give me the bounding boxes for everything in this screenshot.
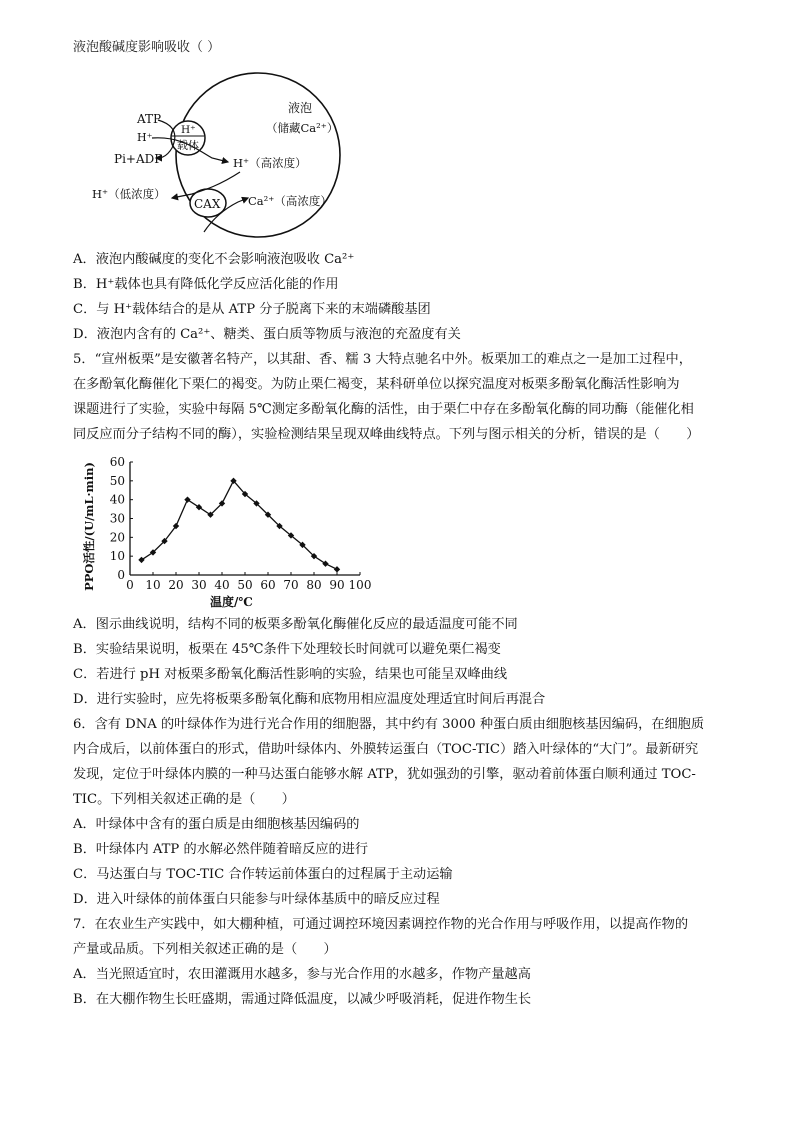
carrier-h-label: H⁺ (181, 124, 196, 136)
q6-option-b: B．叶绿体内 ATP 的水解必然伴随着暗反应的进行 (73, 842, 369, 857)
q6-stem-line-2: 内合成后，以前体蛋白的形式，借助叶绿体内、外膜转运蛋白（TOC-TIC）踏入叶绿体的“大门”。最新研究 (73, 742, 699, 757)
x-tick-label: 40 (214, 578, 230, 592)
x-tick-label: 10 (145, 578, 161, 592)
x-tick-label: 20 (168, 578, 184, 592)
q6-option-a: A．叶绿体中含有的蛋白质是由细胞核基因编码的 (73, 817, 360, 832)
y-tick-label: 30 (109, 511, 125, 526)
x-tick-label: 70 (283, 578, 299, 592)
q5-option-a: A．图示曲线说明，结构不同的板栗多酚氧化酶催化反应的最适温度可能不同 (73, 617, 518, 632)
ppo-activity-chart (75, 450, 385, 610)
cut-off-text: 液泡酸碱度影响吸收（ ） (73, 40, 221, 55)
y-tick-label: 50 (109, 473, 125, 488)
q6-stem-line-3: 发现，定位于叶绿体内膜的一种马达蛋白能够水解 ATP，犹如强劲的引擎，驱动着前体蛋白顺利通过 TOC- (73, 767, 696, 782)
q4-option-b: B．H⁺载体也具有降低化学反应活化能的作用 (73, 277, 339, 292)
q6-option-c: C．马达蛋白与 TOC-TIC 合作转运前体蛋白的过程属于主动运输 (73, 867, 453, 882)
cax-label: CAX (194, 197, 221, 211)
q5-stem-line-2: 在多酚氧化酶催化下栗仁的褐变。为防止栗仁褐变，某科研单位以探究温度对板栗多酚氧化酶活性影响为 (73, 377, 680, 392)
ca-high-label: Ca²⁺（高浓度） (248, 194, 332, 208)
h-high-label: H⁺（高浓度） (233, 156, 307, 170)
x-tick-label: 80 (306, 578, 322, 592)
cut-off-question-line (73, 40, 278, 57)
x-tick-label: 100 (348, 578, 372, 592)
x-tick-label: 60 (260, 578, 276, 592)
q5-stem-line-4: 同反应而分子结构不同的酶），实验检测结果呈现双峰曲线特点。下列与图示相关的分析，错误的是（ ） (73, 427, 700, 442)
q6-stem-line-4: TIC。下列相关叙述正确的是（ ） (73, 792, 295, 807)
q5-option-b: B．实验结果说明，板栗在 45℃条件下处理较长时间就可以避免栗仁褐变 (73, 642, 501, 657)
x-axis-label: 温度/℃ (210, 595, 253, 609)
x-tick-label: 30 (191, 578, 207, 592)
pi-adp-label: Pi+ADP (114, 152, 163, 166)
y-axis-label: PPO活性/(U/mL·min) (82, 462, 96, 591)
vacuole-title: 液泡 (288, 101, 313, 115)
h-plus-left-label: H⁺ (137, 131, 153, 144)
q6-stem-line-1: 6．含有 DNA 的叶绿体作为进行光合作用的细胞器，其中约有 3000 种蛋白质由细胞核基因编码，在细胞质 (73, 717, 705, 732)
q5-stem-line-3: 课题进行了实验，实验中每隔 5℃测定多酚氧化酶的活性，由于栗仁中存在多酚氧化酶的同功酶（能催化相 (73, 402, 694, 417)
y-tick-label: 20 (109, 530, 125, 545)
q5-option-d: D．进行实验时，应先将板栗多酚氧化酶和底物用相应温度处理适宜时间后再混合 (73, 692, 546, 707)
q4-option-d: D．液泡内含有的 Ca²⁺、糖类、蛋白质等物质与液泡的充盈度有关 (73, 327, 461, 342)
y-tick-label: 60 (109, 455, 125, 469)
q4-option-c: C．与 H⁺载体结合的是从 ATP 分子脱离下来的末端磷酸基团 (73, 302, 431, 317)
q7-option-b: B．在大棚作物生长旺盛期，需通过降低温度，以减少呼吸消耗，促进作物生长 (73, 992, 532, 1007)
q7-stem-line-1: 7．在农业生产实践中，如大棚种植，可通过调控环境因素调控作物的光合作用与呼吸作用，以提高作物的 (73, 917, 689, 932)
q5-option-c: C．若进行 pH 对板栗多酚氧化酶活性影响的实验，结果也可能呈双峰曲线 (73, 667, 508, 682)
x-tick-label: 50 (237, 578, 253, 592)
y-tick-label: 40 (109, 492, 125, 507)
q4-option-a: A．液泡内酸碱度的变化不会影响液泡吸收 Ca²⁺ (73, 252, 355, 267)
q7-stem-line-2: 产量或品质。下列相关叙述正确的是（ ） (73, 942, 337, 957)
vacuole-storage: （储藏Ca²⁺） (266, 121, 339, 135)
data-point (334, 566, 340, 572)
y-tick-label: 10 (109, 549, 125, 564)
x-tick-label: 90 (329, 578, 345, 592)
vacuole-diagram (92, 70, 370, 240)
q7-option-a: A．当光照适宜时，农田灌溉用水越多，参与光合作用的水越多，作物产量越高 (73, 967, 531, 982)
series-line (142, 481, 338, 570)
y-tick-label: 0 (117, 568, 125, 582)
atp-label: ATP (137, 112, 162, 126)
q5-stem-line-1: 5．“宣州板栗”是安徽著名特产，以其甜、香、糯 3 大特点驰名中外。板栗加工的难点之一是加工过程中， (73, 352, 692, 367)
carrier-label: 载体 (177, 139, 199, 152)
x-tick-label: 0 (126, 578, 134, 592)
h-low-label: H⁺（低浓度） (92, 187, 166, 201)
q6-option-d: D．进入叶绿体的前体蛋白只能参与叶绿体基质中的暗反应过程 (73, 892, 440, 907)
